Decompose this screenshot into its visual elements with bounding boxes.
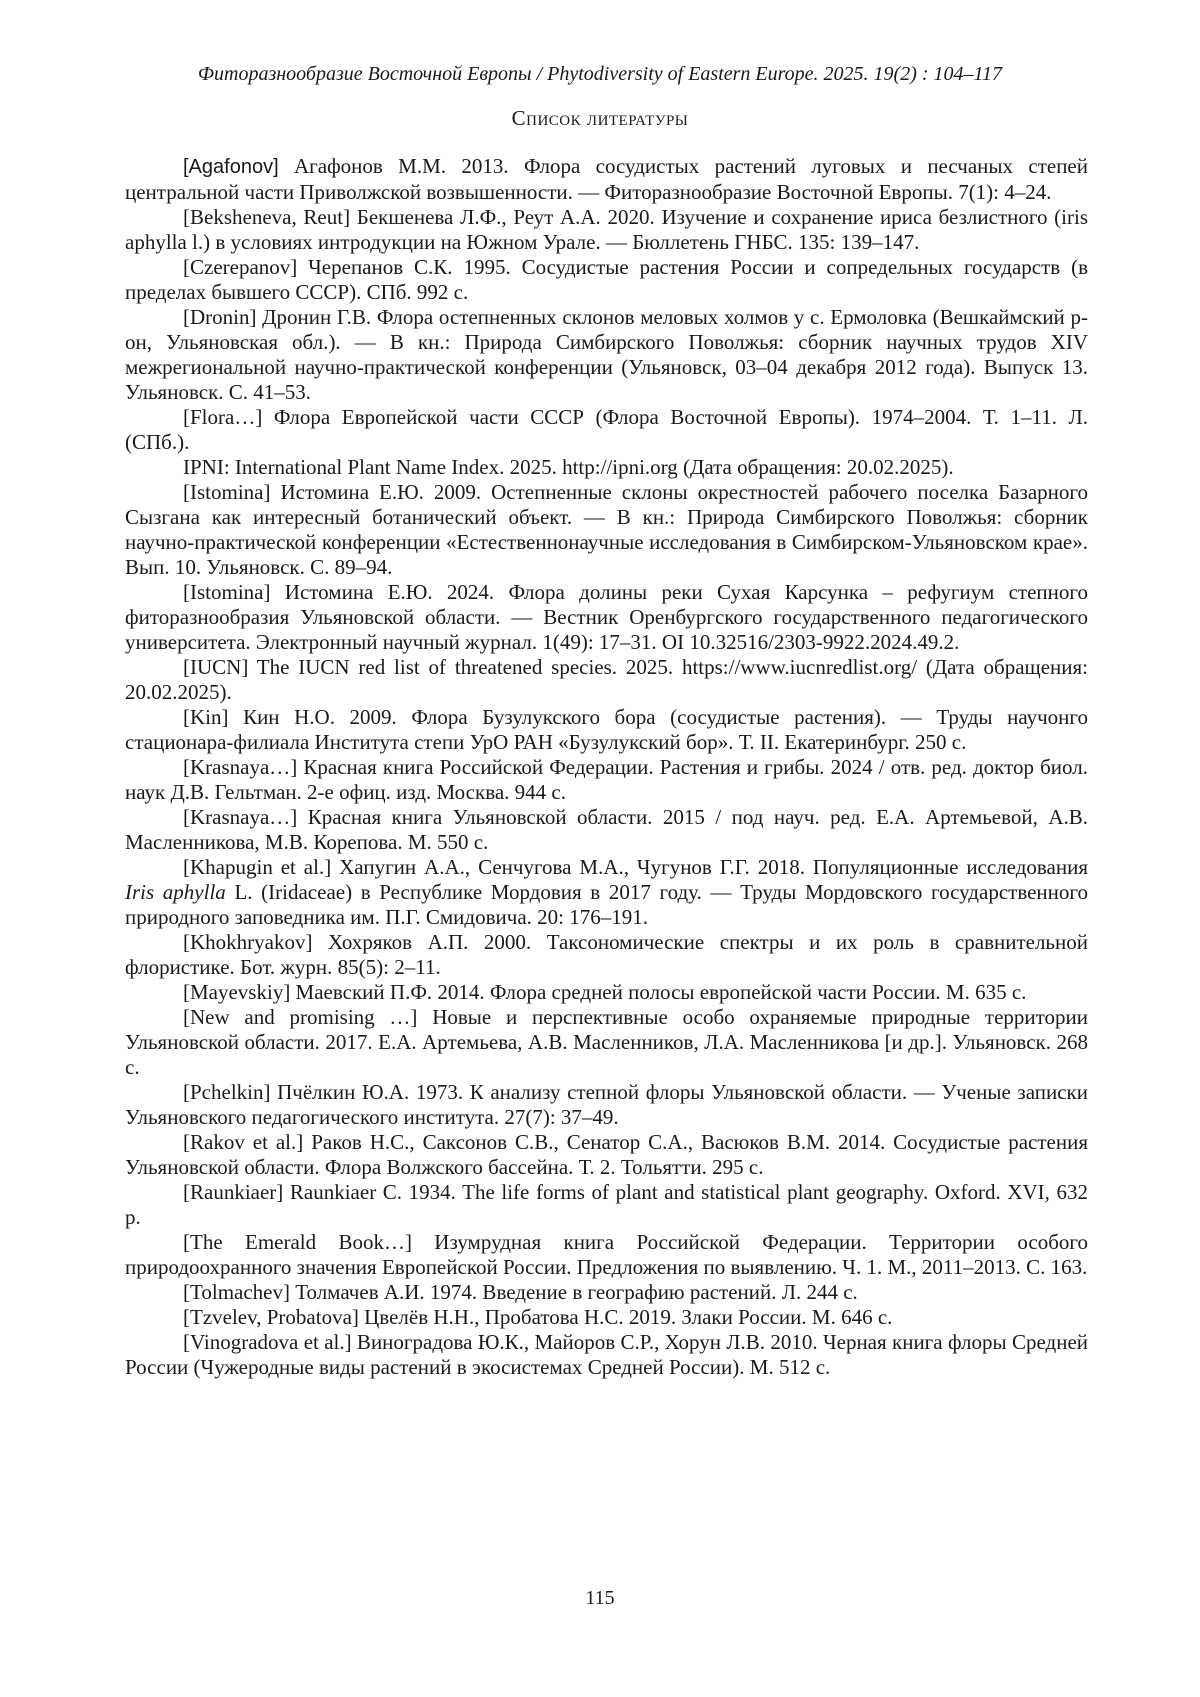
reference-text: [Mayevskiy] Маевский П.Ф. 2014. Флора средней полосы европейской части России. М. 635 с. [183, 980, 1027, 1004]
reference-text: [Pchelkin] Пчёлкин Ю.А. 1973. К анализу степной флоры Ульяновской области. — Ученые записки Ульяновского педагогического института. 27(7): 37–49. [125, 1080, 1088, 1129]
reference-text: [Istomina] Истомина Е.Ю. 2024. Флора долины реки Сухая Карсунка – рефугиум степного фиторазнообразия Ульяновской области. — Вестник Оренбургского государственного педагогического университета. Электронный научный журнал. 1(49): 17–31. OI 10.32516/2303-9922.2024.49.2. [125, 580, 1088, 654]
reference-text: [Flora…] Флора Европейской части СССР (Флора Восточной Европы). 1974–2004. Т. 1–11. Л. (СПб.). [125, 405, 1088, 454]
journal-running-head: Фиторазнообразие Восточной Европы / Phytodiversity of Eastern Europe. 2025. 19(2) : 104–117 [197, 63, 1003, 85]
reference-text: Агафонов М.М. 2013. Флора сосудистых растений луговых и песчаных степей центральной части Приволжской возвышенности. — Фиторазнообразие Восточной Европы. 7(1): 4–24. [125, 154, 1088, 204]
reference-text: [Dronin] Дронин Г.В. Флора остепненных склонов меловых холмов у с. Ермоловка (Вешкаймский р-он, Ульяновская обл.). — В кн.: Природа Симбирского Поволжья: сборник научных трудов XIV межрегиональной научно-практической конференции (Ульяновск, 03–04 декабря 2012 года). Выпуск 13. Ульяновск. С. 41–53. [125, 305, 1088, 404]
reference-item [125, 1130, 1088, 1180]
reference-text: [Khokhryakov] Хохряков А.П. 2000. Таксономические спектры и их роль в сравнительной флористике. Бот. журн. 85(5): 2–11. [125, 930, 1088, 979]
reference-text: [The Emerald Book…] Изумрудная книга Российской Федерации. Территории особого природоохранного значения Европейской России. Предложения по выявлению. Ч. 1. М., 2011–2013. С. 163. [125, 1230, 1088, 1279]
reference-text: [New and promising …] Новые и перспективные особо охраняемые природные территории Ульяновской области. 2017. Е.А. Артемьева, А.В. Масленников, Л.А. Масленникова [и др.]. Ульяновск. 268 с. [125, 1005, 1088, 1079]
reference-text: [Kin] Кин Н.О. 2009. Флора Бузулукского бора (сосудистые растения). — Труды научонго стационара-филиала Института степи УрО РАН «Бузулукский бор». Т. II. Екатеринбург. 250 с. [125, 705, 1088, 754]
reference-item [125, 655, 1088, 705]
reference-text: L. (Iridaceae) в Республике Мордовия в 2017 году. — Труды Мордовского государственного природного заповедника им. П.Г. Смидовича. 20: 176–191. [125, 880, 1088, 929]
reference-item [125, 1305, 1088, 1330]
reference-item [125, 405, 1088, 455]
reference-item [125, 305, 1088, 405]
reference-item [125, 855, 1088, 930]
reference-text: [IUCN] The IUCN red list of threatened species. 2025. https://www.iucnredlist.org/ (Дата обращения: 20.02.2025). [125, 655, 1088, 704]
reference-item [125, 1180, 1088, 1230]
reference-item [125, 1005, 1088, 1080]
reference-item [125, 930, 1088, 980]
reference-item [125, 1230, 1088, 1280]
reference-text: [Rakov et al.] Раков Н.С., Саксонов С.В., Сенатор С.А., Васюков В.М. 2014. Сосудистые растения Ульяновской области. Флора Волжского бассейна. Т. 2. Тольятти. 295 с. [125, 1130, 1088, 1179]
reference-item [125, 705, 1088, 755]
reference-text: IPNI: International Plant Name Index. 2025. http://ipni.org (Дата обращения: 20.02.2025). [183, 455, 954, 479]
page-number: 115 [585, 1587, 615, 1609]
reference-text: [Czerepanov] Черепанов С.К. 1995. Сосудистые растения России и сопредельных государств (в пределах бывшего СССР). СПб. 992 с. [125, 255, 1088, 304]
reference-item [125, 480, 1088, 580]
reference-text: [Raunkiaer] Raunkiaer C. 1934. The life forms of plant and statistical plant geography. Oxford. XVI, 632 p. [125, 1180, 1088, 1229]
reference-item [125, 205, 1088, 255]
section-title: Список литературы [511, 106, 689, 130]
reference-item [125, 455, 1088, 480]
reference-text: [Tzvelev, Probatova] Цвелёв Н.Н., Пробатова Н.С. 2019. Злаки России. М. 646 с. [183, 1305, 893, 1329]
reference-text: [Beksheneva, Reut] Бекшенева Л.Ф., Реут А.А. 2020. Изучение и сохранение ириса безлистного (iris aphylla l.) в условиях интродукции на Южном Урале. — Бюллетень ГНБС. 135: 139–147. [125, 205, 1088, 254]
reference-item [125, 1280, 1088, 1305]
reference-item [125, 980, 1088, 1005]
reference-text: [Agafonov] [183, 156, 279, 178]
reference-item [125, 1330, 1088, 1380]
reference-text: [Tolmachev] Толмачев А.И. 1974. Введение в географию растений. Л. 244 с. [183, 1280, 858, 1304]
reference-text: [Krasnaya…] Красная книга Ульяновской области. 2015 / под науч. ред. Е.А. Артемьевой, А.В. Масленникова, М.В. Корепова. М. 550 с. [125, 805, 1088, 854]
reference-text: [Vinogradova et al.] Виноградова Ю.К., Майоров С.Р., Хорун Л.В. 2010. Черная книга флоры Средней России (Чужеродные виды растений в экосистемах Средней России). М. 512 с. [125, 1330, 1088, 1379]
reference-item [125, 580, 1088, 655]
reference-item [125, 755, 1088, 805]
reference-item [125, 154, 1088, 205]
reference-item [125, 1080, 1088, 1130]
reference-text: [Khapugin et al.] Хапугин А.А., Сенчугова М.А., Чугунов Г.Г. 2018. Популяционные исследования [183, 855, 1088, 879]
reference-text: Iris aphylla [125, 880, 226, 904]
reference-list [125, 154, 1088, 1380]
reference-item [125, 255, 1088, 305]
reference-item [125, 805, 1088, 855]
reference-text: [Istomina] Истомина Е.Ю. 2009. Остепненные склоны окрестностей рабочего поселка Базарного Сызгана как интересный ботанический объект. — В кн.: Природа Симбирского Поволжья: сборник научно-практической конференции «Естественнонаучные исследования в Симбирском-Ульяновском крае». Вып. 10. Ульяновск. С. 89–94. [125, 480, 1088, 579]
reference-text: [Krasnaya…] Красная книга Российской Федерации. Растения и грибы. 2024 / отв. ред. доктор биол. наук Д.В. Гельтман. 2-е офиц. изд. Москва. 944 с. [125, 755, 1088, 804]
